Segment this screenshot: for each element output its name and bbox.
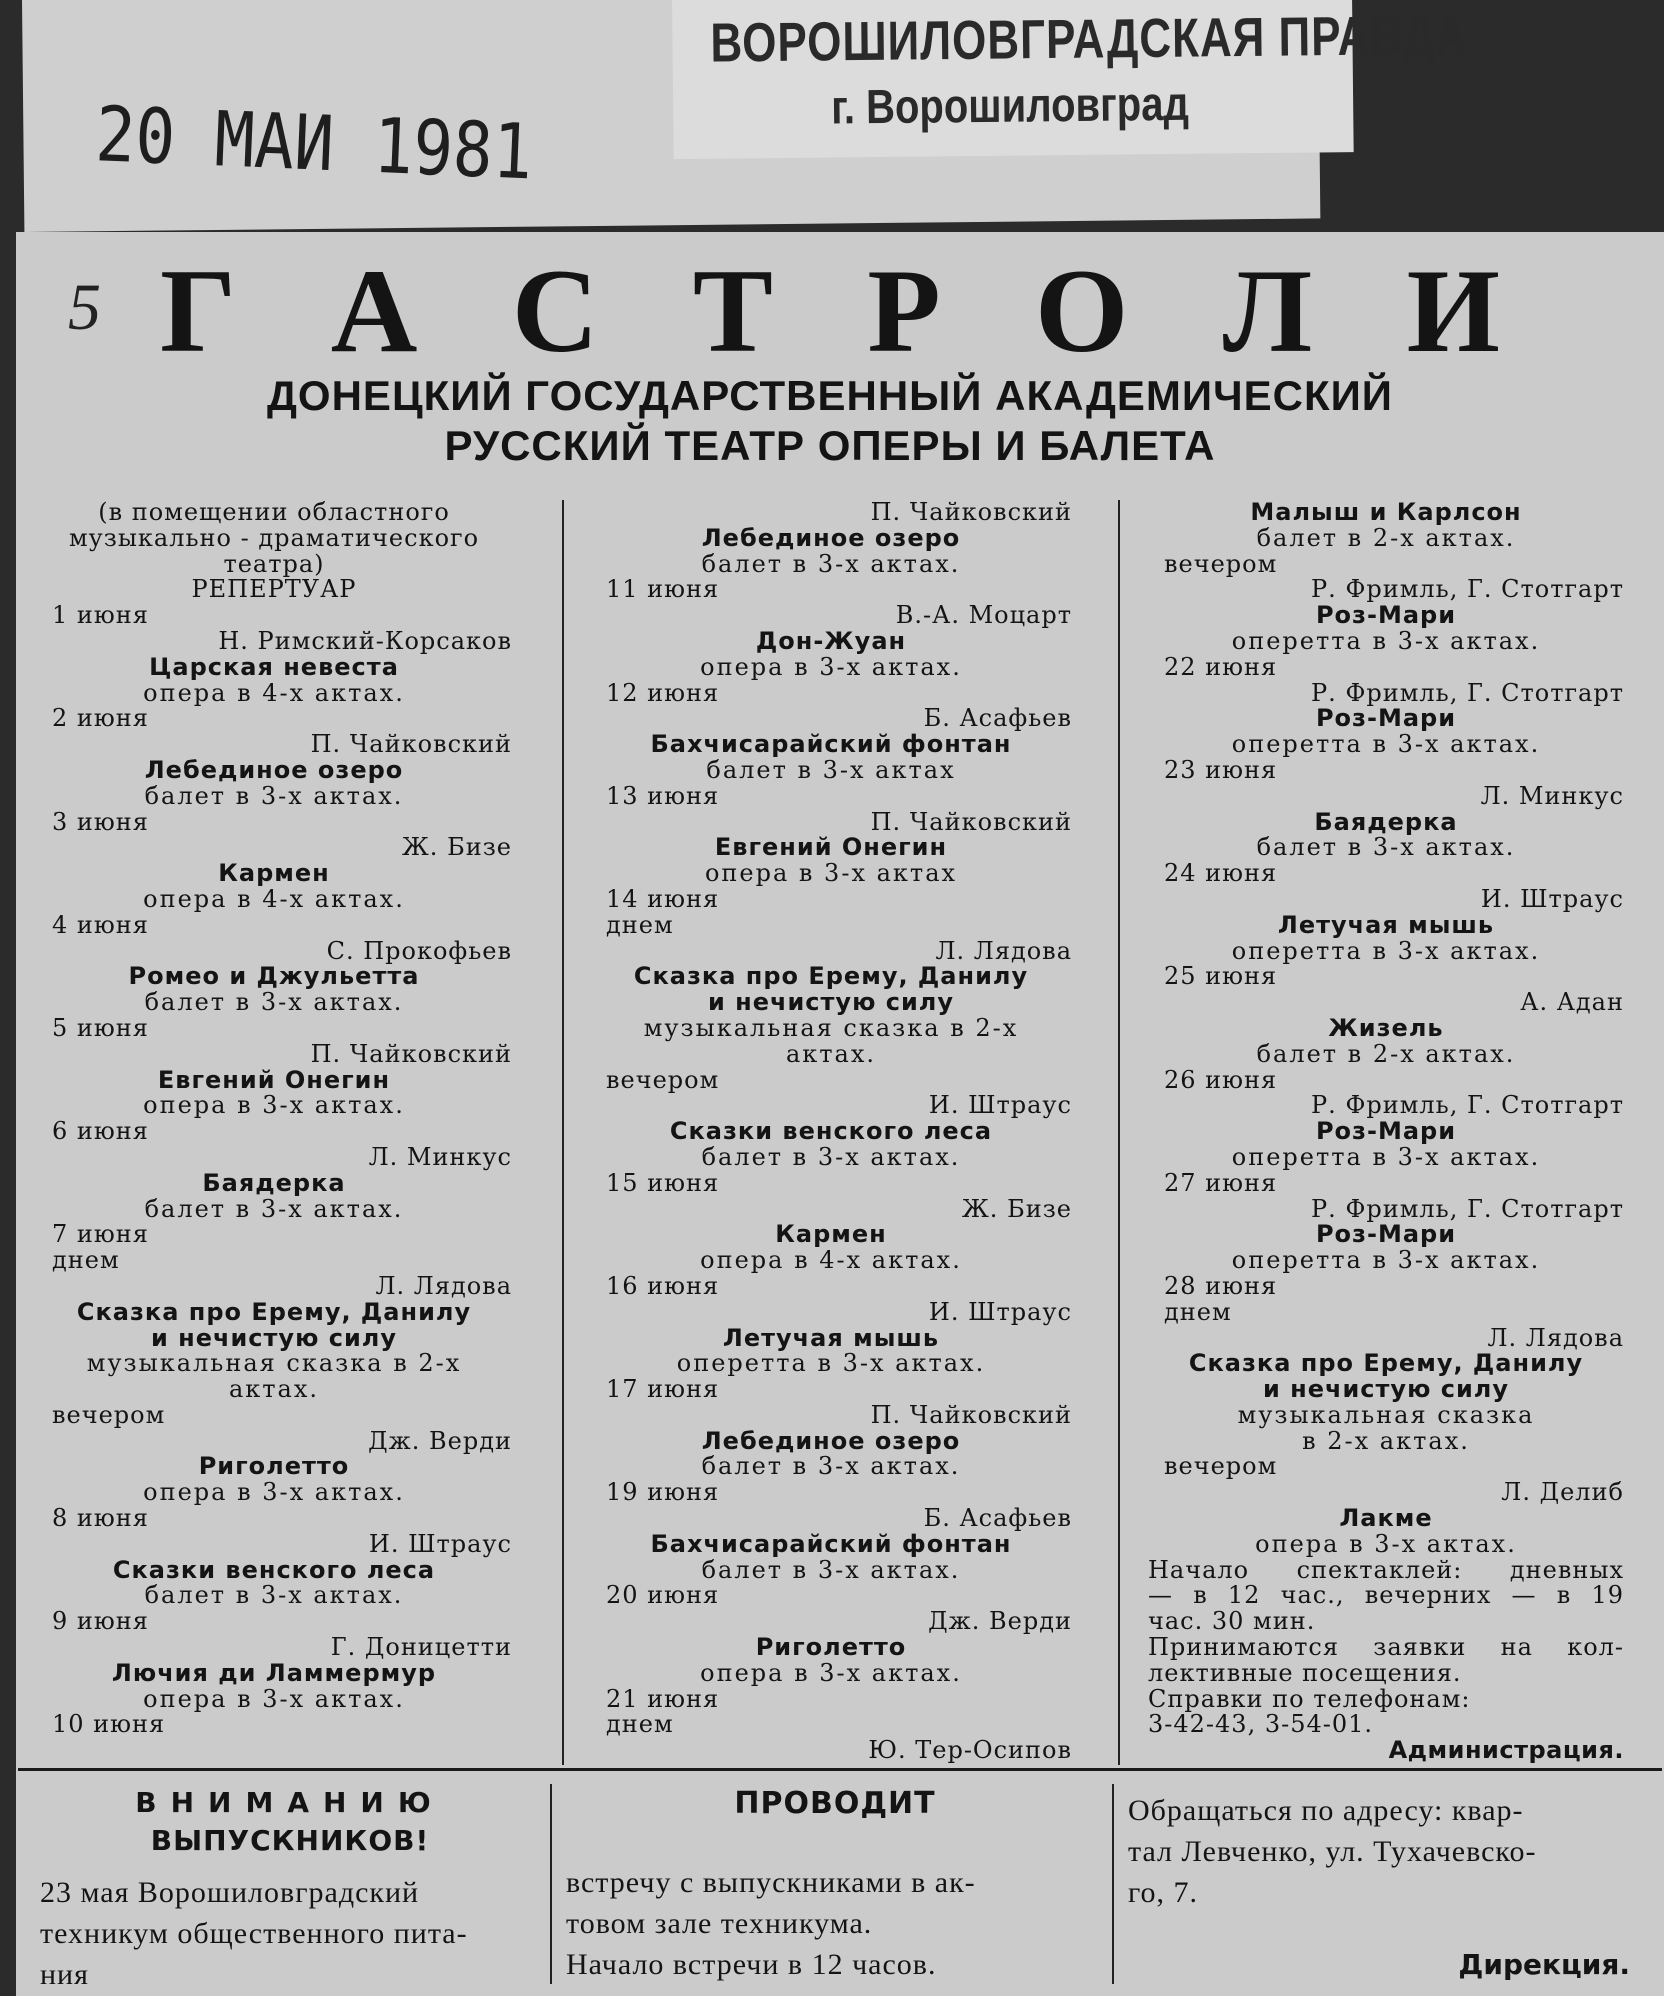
performance-date: 28 июня — [1164, 1271, 1278, 1300]
performance-date: вечером — [1164, 1452, 1278, 1481]
performance-date: днем — [52, 1246, 120, 1275]
play-title: Роз-Мари — [1315, 1220, 1457, 1249]
section-divider — [18, 1768, 1662, 1771]
play-author: П. Чайковский — [870, 807, 1072, 836]
play-author: Дж. Верди — [928, 1607, 1072, 1636]
play-title: Кармен — [775, 1220, 887, 1249]
play-genre: в 2-х актах. — [1302, 1426, 1470, 1455]
play-genre: балет в 3-х актах. — [144, 781, 404, 810]
venue-note: музыкально - драматического — [68, 523, 480, 552]
play-author: Ж. Бизе — [401, 833, 512, 862]
graduates-heading-line-1: ВНИМАНИЮ — [135, 1786, 445, 1819]
performance-date: 16 июня — [606, 1271, 720, 1300]
play-author: Ю. Тер-Осипов — [868, 1736, 1072, 1765]
play-title: Лебединое озеро — [701, 1426, 961, 1455]
performance-date: днем — [1164, 1297, 1232, 1326]
performance-date: 9 июня — [52, 1607, 149, 1636]
play-genre: оперетта в 3-х актах. — [1231, 1142, 1541, 1171]
play-author: Дж. Верди — [368, 1426, 512, 1455]
play-title: Риголетто — [198, 1452, 350, 1481]
column-divider — [550, 1784, 552, 1984]
play-genre: музыкальная сказка в 2-х — [86, 1349, 462, 1378]
play-author: Л. Лядова — [375, 1271, 512, 1300]
graduates-text-line: 23 мая Ворошиловградский — [40, 1876, 420, 1909]
performance-date: днем — [606, 1710, 674, 1739]
play-author: Р. Фримль, Г. Стотгарт — [1311, 1194, 1624, 1223]
play-author: Л. Минкус — [368, 1142, 512, 1171]
subheading-line-1: ДОНЕЦКИЙ ГОСУДАРСТВЕННЫЙ АКАДЕМИЧЕСКИЙ — [267, 372, 1393, 419]
performance-date: 1 июня — [52, 601, 149, 630]
play-title: и нечистую силу — [1262, 1375, 1510, 1404]
performance-date: вечером — [606, 1065, 720, 1094]
play-title: Баядерка — [202, 1168, 346, 1197]
venue-note: (в помещении областного — [98, 498, 450, 526]
play-author: П. Чайковский — [870, 498, 1072, 526]
play-title: Летучая мышь — [722, 1323, 940, 1352]
performance-date: 21 июня — [606, 1684, 720, 1713]
repertoire-column-2 — [590, 500, 1072, 1764]
play-genre: балет в 3-х актах. — [144, 1194, 404, 1223]
play-genre: балет в 3-х актах. — [701, 549, 961, 578]
clipping-stamp-area — [22, 0, 1469, 232]
performance-date: 8 июня — [52, 1504, 149, 1533]
headline-letter: Т — [692, 244, 773, 377]
play-title: и нечистую силу — [707, 988, 955, 1017]
play-author: П. Чайковский — [310, 730, 512, 759]
play-genre: опера в 4-х актах. — [143, 678, 405, 707]
play-genre: музыкальная сказка — [1237, 1400, 1535, 1429]
play-title: Риголетто — [755, 1633, 907, 1662]
play-title: Сказка про Ерему, Данилу — [633, 962, 1029, 991]
play-title: Лебединое озеро — [144, 755, 404, 784]
address-text-line: Обращаться по адресу: квар- — [1128, 1794, 1524, 1827]
play-title: Малыш и Карлсон — [1250, 498, 1522, 526]
performance-date: 12 июня — [606, 678, 720, 707]
repertoire-column-1 — [36, 500, 512, 1738]
performance-date: 5 июня — [52, 1013, 149, 1042]
play-title: Летучая мышь — [1277, 910, 1495, 939]
play-title: Лакме — [1339, 1504, 1433, 1533]
play-author: Ж. Бизе — [961, 1194, 1072, 1223]
performance-date: 22 июня — [1164, 652, 1278, 681]
play-genre: балет в 3-х актах. — [144, 988, 404, 1017]
administration-signature: Администрация. — [1388, 1736, 1624, 1765]
notice-text: Начало спектаклей: дневных — [1148, 1555, 1624, 1584]
play-genre: опера в 3-х актах. — [700, 1658, 962, 1687]
notice-text: Справки по телефонам: — [1148, 1684, 1471, 1713]
graduates-text-line: ния — [40, 1958, 89, 1991]
notice-text: лективные посещения. — [1148, 1658, 1462, 1687]
play-author: Л. Лядова — [935, 936, 1072, 965]
performance-date: вечером — [52, 1400, 166, 1429]
play-genre: музыкальная сказка в 2-х — [643, 1013, 1019, 1042]
performance-date: 24 июня — [1164, 859, 1278, 888]
play-genre: оперетта в 3-х актах. — [1231, 936, 1541, 965]
headline-letter: С — [511, 244, 599, 377]
notice-text: 3-42-43, 3-54-01. — [1148, 1710, 1374, 1739]
play-title: Сказки венского леса — [669, 1117, 993, 1146]
performance-date: 14 июня — [606, 884, 720, 913]
performance-date: 25 июня — [1164, 962, 1278, 991]
play-author: Л. Лядова — [1487, 1323, 1624, 1352]
play-author: Р. Фримль, Г. Стотгарт — [1311, 678, 1624, 707]
meeting-text-line: встречу с выпускниками в ак- — [566, 1866, 976, 1899]
play-author: С. Прокофьев — [326, 936, 512, 965]
play-author: А. Адан — [1520, 988, 1624, 1017]
meeting-text-line: товом зале техникума. — [566, 1907, 873, 1940]
play-title: Сказки венского леса — [112, 1555, 436, 1584]
play-genre: опера в 3-х актах. — [700, 652, 962, 681]
stamp-date: 20 МАИ 1981 — [93, 90, 535, 197]
play-title: Царская невеста — [149, 652, 399, 681]
play-genre: опера в 4-х актах. — [700, 1246, 962, 1275]
play-title: Евгений Онегин — [157, 1065, 391, 1094]
play-genre: балет в 3-х актах. — [701, 1142, 961, 1171]
venue-note: РЕПЕРТУАР — [191, 575, 357, 604]
performance-date: 26 июня — [1164, 1065, 1278, 1094]
play-author: И. Штраус — [928, 1091, 1072, 1120]
play-genre: опера в 3-х актах. — [143, 1684, 405, 1713]
address-text-line: тал Левченко, ул. Тухачевско- — [1128, 1835, 1537, 1868]
stamp-newspaper-name: ВОРОШИЛОВГРАДСКАЯ ПРАВДА — [710, 4, 1469, 75]
play-author: Л. Делиб — [1501, 1478, 1624, 1507]
stamp-city: г. Ворошиловград — [830, 77, 1190, 135]
performance-date: 7 июня — [52, 1220, 149, 1249]
play-author: В.-А. Моцарт — [895, 601, 1072, 630]
play-genre: опера в 3-х актах. — [1255, 1529, 1517, 1558]
play-author: Б. Асафьев — [923, 1504, 1072, 1533]
headline-letter: А — [330, 244, 418, 377]
play-title: Роз-Мари — [1315, 1117, 1457, 1146]
performance-date: 10 июня — [52, 1710, 166, 1739]
play-title: Ромео и Джульетта — [128, 962, 420, 991]
address-text-line: го, 7. — [1128, 1876, 1199, 1909]
play-title: Лючия ди Ламмермур — [111, 1658, 437, 1687]
play-author: И. Штраус — [928, 1297, 1072, 1326]
performance-date: 2 июня — [52, 704, 149, 733]
play-title: Роз-Мари — [1315, 704, 1457, 733]
performance-date: 4 июня — [52, 910, 149, 939]
play-author: Л. Минкус — [1480, 781, 1624, 810]
play-genre: балет в 2-х актах. — [1256, 523, 1516, 552]
play-title: Евгений Онегин — [714, 833, 948, 862]
play-title: Дон-Жуан — [755, 626, 907, 655]
play-author: П. Чайковский — [310, 1039, 512, 1068]
play-title: Бахчисарайский фонтан — [650, 1529, 1012, 1558]
play-author: Р. Фримль, Г. Стотгарт — [1311, 575, 1624, 604]
performance-date: 13 июня — [606, 781, 720, 810]
play-author: И. Штраус — [1480, 884, 1624, 913]
directorate-signature: Дирекция. — [1458, 1948, 1630, 1981]
performance-date: днем — [606, 910, 674, 939]
performance-date: 19 июня — [606, 1478, 720, 1507]
venue-note: театра) — [223, 549, 325, 578]
play-title: Кармен — [218, 859, 330, 888]
performance-date: вечером — [1164, 549, 1278, 578]
play-author: Б. Асафьев — [923, 704, 1072, 733]
subheading-line-2: РУССКИЙ ТЕАТР ОПЕРЫ И БАЛЕТА — [444, 422, 1216, 469]
column-divider — [1112, 1784, 1114, 1984]
play-genre: актах. — [785, 1039, 877, 1068]
performance-date: 27 июня — [1164, 1168, 1278, 1197]
column-divider — [562, 500, 564, 1765]
play-genre: оперетта в 3-х актах. — [676, 1349, 986, 1378]
play-genre: балет в 3-х актах. — [1256, 833, 1516, 862]
headline-letter: И — [1406, 244, 1500, 377]
play-genre: оперетта в 3-х актах. — [1231, 1246, 1541, 1275]
headline-letter: Л — [1222, 244, 1313, 377]
graduates-text — [40, 1872, 540, 1995]
play-title: Жизель — [1328, 1013, 1444, 1042]
performance-date: 3 июня — [52, 807, 149, 836]
graduates-heading-line-2: ВЫПУСКНИКОВ! — [150, 1824, 430, 1857]
conducts-heading: ПРОВОДИТ — [734, 1786, 936, 1821]
play-author: П. Чайковский — [870, 1400, 1072, 1429]
play-genre: опера в 3-х актах. — [143, 1091, 405, 1120]
headline-letter: Р — [867, 244, 941, 377]
play-genre: актах. — [228, 1375, 320, 1404]
performance-date: 17 июня — [606, 1375, 720, 1404]
meeting-text-line: Начало встречи в 12 часов. — [566, 1948, 937, 1981]
play-genre: опера в 3-х актах — [704, 859, 958, 888]
play-author: Н. Римский-Корсаков — [218, 626, 512, 655]
notice-text: час. 30 мин. — [1148, 1607, 1316, 1636]
play-title: Сказка про Ерему, Данилу — [1188, 1349, 1584, 1378]
play-genre: оперетта в 3-х актах. — [1231, 626, 1541, 655]
meeting-text — [566, 1862, 1096, 1985]
notice-text: Принимаются заявки на кол- — [1148, 1633, 1624, 1662]
play-genre: опера в 3-х актах. — [143, 1478, 405, 1507]
repertoire-column-3 — [1148, 500, 1624, 1764]
notice-text: — в 12 час., вечерних — в 19 — [1148, 1581, 1624, 1610]
play-title: Лебединое озеро — [701, 523, 961, 552]
performance-date: 23 июня — [1164, 755, 1278, 784]
play-author: И. Штраус — [368, 1529, 512, 1558]
play-genre: балет в 3-х актах — [706, 755, 956, 784]
headline-letter: О — [1035, 244, 1129, 377]
play-genre: балет в 3-х актах. — [701, 1452, 961, 1481]
performance-date: 6 июня — [52, 1117, 149, 1146]
play-genre: оперетта в 3-х актах. — [1231, 730, 1541, 759]
play-author: Г. Доницетти — [330, 1633, 512, 1662]
address-text — [1128, 1790, 1648, 1913]
play-genre: балет в 3-х актах. — [701, 1555, 961, 1584]
performance-date: 20 июня — [606, 1581, 720, 1610]
play-author: Р. Фримль, Г. Стотгарт — [1311, 1091, 1624, 1120]
headline — [160, 244, 1500, 377]
play-title: Баядерка — [1314, 807, 1458, 836]
play-genre: балет в 2-х актах. — [1256, 1039, 1516, 1068]
play-title: и нечистую силу — [150, 1323, 398, 1352]
handwritten-page-mark: 5 — [68, 271, 101, 344]
play-genre: опера в 4-х актах. — [143, 884, 405, 913]
play-title: Роз-Мари — [1315, 601, 1457, 630]
performance-date: 15 июня — [606, 1168, 720, 1197]
headline-letter: Г — [160, 244, 237, 377]
performance-date: 11 июня — [606, 575, 720, 604]
column-divider — [1118, 500, 1120, 1765]
play-title: Сказка про Ерему, Данилу — [76, 1297, 472, 1326]
play-genre: балет в 3-х актах. — [144, 1581, 404, 1610]
play-title: Бахчисарайский фонтан — [650, 730, 1012, 759]
graduates-text-line: техникум общественного пита- — [40, 1917, 468, 1950]
